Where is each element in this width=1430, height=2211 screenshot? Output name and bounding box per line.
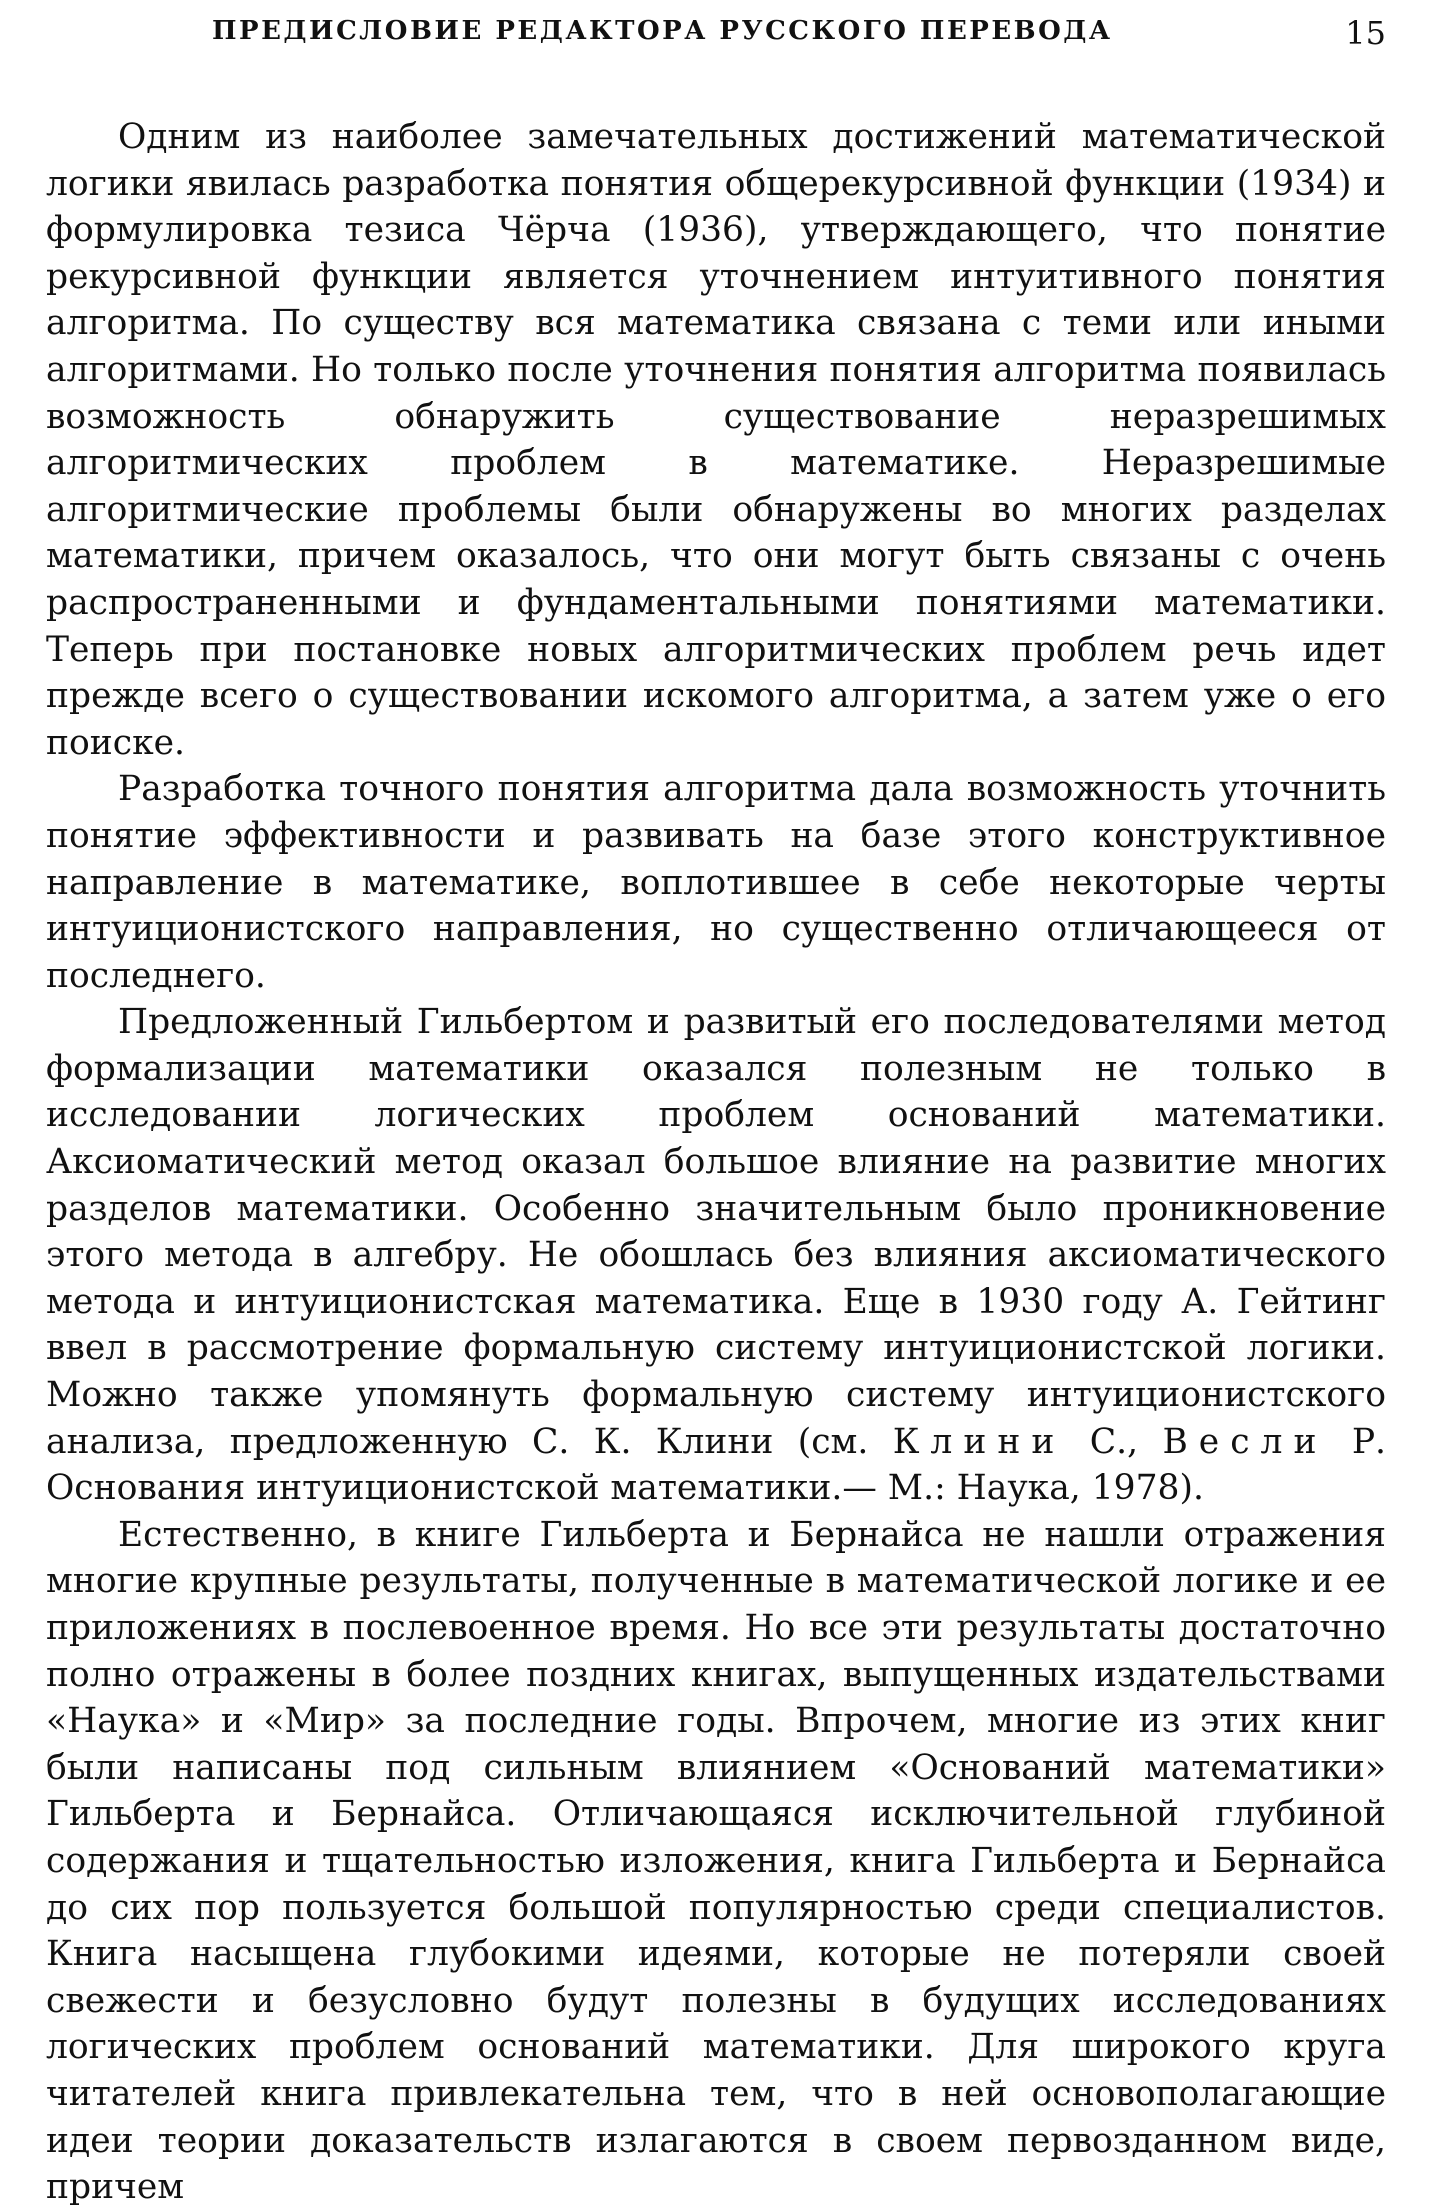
running-head (46, 16, 1386, 66)
citation-author-kleene: Клини (892, 1421, 1066, 1462)
paragraph-2: Разработка точного понятия алгоритма дала возможность уточнить понятие эффективности и развивать на базе этого конструктивное направление в математике, воплотившее в себе некоторые черты интуиционистского направления, но существенно отличающееся от последнего. (46, 769, 1386, 996)
running-title: ПРЕДИСЛОВИЕ РЕДАКТОРА РУССКОГО ПЕРЕВОДА (212, 16, 1113, 46)
paragraph-1: Одним из наиболее замечательных достижений математической логики явилась разработка понятия общерекурсивной функции (1934) и формулировка тезиса Чёрча (1936), утверждающего, что понятие рекурсивной функции является уточнением интуитивного понятия алгоритма. По существу вся математика связана с теми или иными алгоритмами. Но только после уточнения понятия алгоритма появилась возможность обнаружить существование неразрешимых алгоритмических проблем в математике. Неразрешимые алгоритмические проблемы были обнаружены во многих разделах математики, причем оказалось, что они могут быть связаны с очень распространенными и фундаментальными понятиями математики. Теперь при постановке новых алгоритмических проблем речь идет прежде всего о существовании искомого алгоритма, а затем уже о его поиске. (46, 117, 1386, 763)
page-number: 15 (1345, 14, 1386, 52)
paragraph-3-text-after: Р. Основания интуиционистской математики.— М.: Наука, 1978). (46, 1421, 1387, 1509)
citation-initial-kleene: С., (1089, 1421, 1139, 1462)
body-text (46, 114, 1386, 2211)
paragraph-4: Естественно, в книге Гильберта и Бернайса не нашли отражения многие крупные результаты, полученные в математической логике и ее приложениях в послевоенное время. Но все эти результаты достаточно полно отражены в более поздних книгах, выпущенных издательствами «Наука» и «Мир» за последние годы. Впрочем, многие из этих книг были написаны под сильным влиянием «Оснований математики» Гильберта и Бернайса. Отличающаяся исключительной глубиной содержания и тщательностью изложения, книга Гильберта и Бернайса до сих пор пользуется большой популярностью среди специалистов. Книга насыщена глубокими идеями, которые не потеряли своей свежести и безусловно будут полезны в будущих исследованиях логических проблем оснований математики. Для широкого круга читателей книга привлекательна тем, что в ней основополагающие идеи теории доказательств излагаются в своем первозданном виде, причем (46, 1514, 1386, 2208)
paragraph-3-text-before: Предложенный Гильбертом и развитый его последователями метод формализации математики оказался полезным не только в исследовании логических проблем оснований математики. Аксиоматический метод оказал большое влияние на развитие многих разделов математики. Особенно значительным было проникновение этого метода в алгебру. Не обошлась без влияния аксиоматического метода и интуиционистская математика. Еще в 1930 году А. Гейтинг ввел в рассмотрение формальную систему интуиционистской логики. Можно также упомянуть формальную систему интуиционистского анализа, предложенную С. К. Клини (см. (46, 1002, 1386, 1462)
book-page (46, 0, 1387, 2208)
citation-author-vesley: Весли (1162, 1421, 1328, 1462)
paragraph-3 (46, 999, 1386, 1512)
